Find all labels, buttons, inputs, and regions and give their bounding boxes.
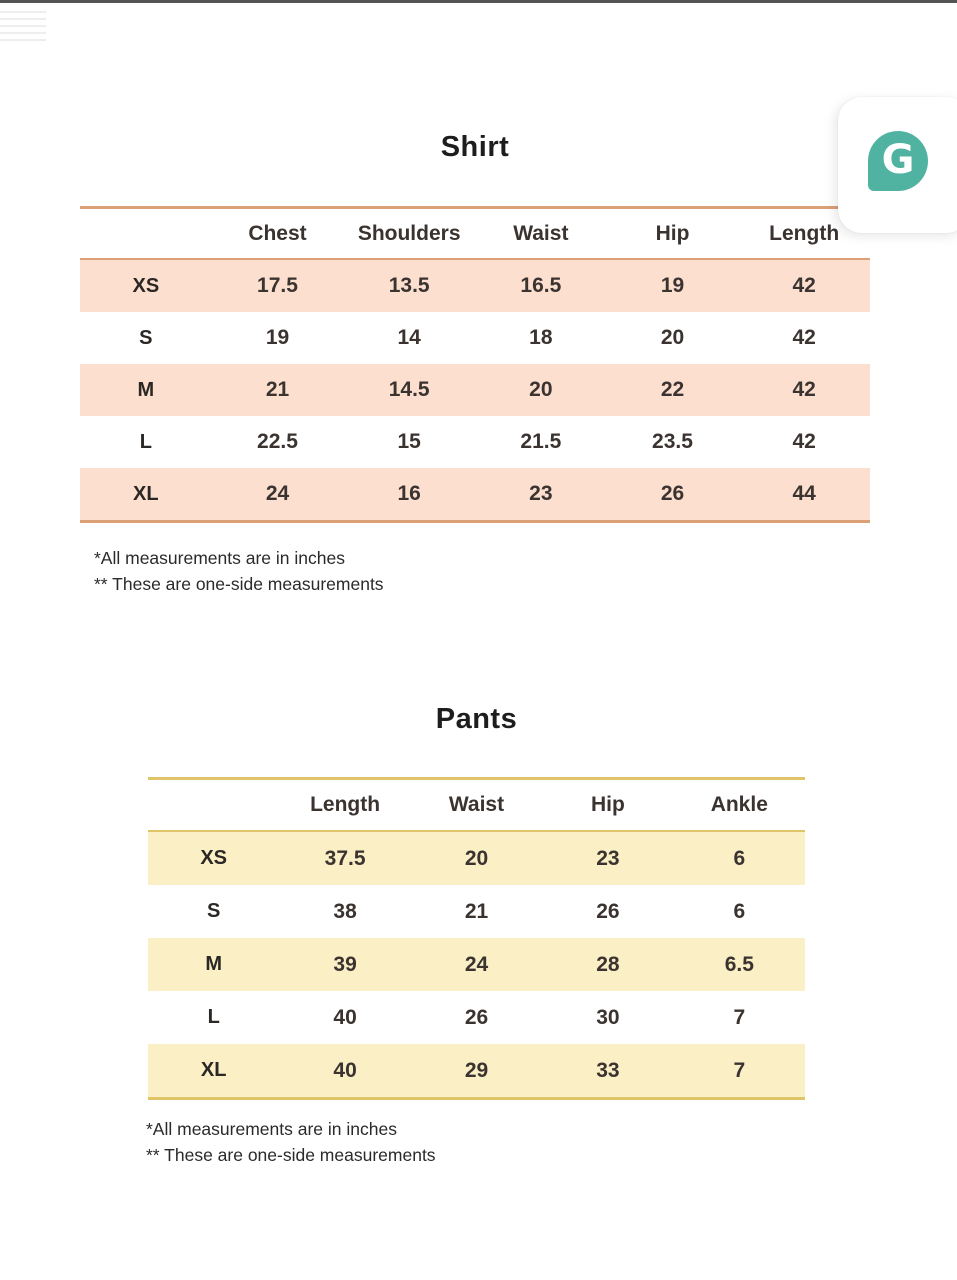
shirt-cell: 15 — [397, 430, 421, 453]
shirt-header-cell: Hip — [655, 221, 690, 245]
grammarly-g-letter: G — [881, 136, 915, 183]
table-row — [80, 364, 870, 416]
table-row — [148, 885, 805, 938]
pants-cell: 6 — [733, 899, 746, 923]
table-row — [80, 260, 870, 312]
shirt-cell: 23.5 — [652, 430, 693, 453]
pants-footnotes — [146, 1116, 436, 1168]
pants-size-label: XS — [200, 847, 228, 869]
shirt-cell: 19 — [265, 326, 290, 349]
pants-size-label: XL — [200, 1059, 227, 1081]
table-row — [148, 991, 805, 1044]
shirt-cell: 26 — [660, 482, 685, 505]
pants-header-cell: Ankle — [710, 793, 768, 816]
shirt-cell: 14.5 — [388, 378, 430, 401]
shirt-header-cell: Waist — [513, 221, 569, 245]
shirt-cell: 42 — [792, 430, 816, 453]
table-row — [148, 1044, 805, 1097]
shirt-cell: 18 — [529, 326, 553, 349]
shirt-section-title: Shirt — [440, 131, 510, 163]
pants-header-cell: Waist — [448, 793, 505, 816]
shirt-cell: 20 — [529, 378, 553, 401]
grammarly-widget-card — [838, 97, 957, 233]
table-row — [80, 468, 870, 520]
shirt-cell: 20 — [660, 326, 685, 349]
pants-cell: 30 — [596, 1005, 620, 1029]
table-row — [148, 832, 805, 885]
shirt-cell: 21.5 — [520, 430, 562, 453]
pants-size-label: S — [207, 900, 221, 922]
shirt-cell: 42 — [792, 274, 816, 297]
pants-cell: 6.5 — [724, 952, 754, 976]
footnote-line: *All measurements are in inches — [94, 548, 345, 568]
pants-cell: 7 — [733, 1058, 746, 1082]
pants-cell: 21 — [464, 899, 489, 923]
pants-section-title: Pants — [435, 703, 518, 735]
shirt-size-label: XL — [133, 482, 159, 505]
shirt-cell: 42 — [792, 326, 816, 349]
pants-cell: 6 — [733, 846, 746, 870]
shirt-cell: 14 — [397, 326, 421, 349]
grammarly-icon[interactable] — [868, 131, 928, 191]
pants-cell: 37.5 — [324, 846, 366, 870]
shirt-footnotes — [94, 545, 384, 597]
shirt-size-label: L — [139, 430, 152, 453]
pants-size-label: L — [207, 1006, 220, 1028]
table-row — [148, 938, 805, 991]
shirt-cell: 16 — [397, 482, 421, 505]
pants-cell: 23 — [596, 846, 620, 870]
pants-cell: 7 — [733, 1005, 746, 1029]
shirt-cell: 24 — [265, 482, 290, 505]
shirt-cell: 21 — [265, 378, 290, 401]
pants-cell: 40 — [333, 1005, 357, 1029]
shirt-header-cell: Chest — [248, 221, 307, 245]
pants-cell: 39 — [333, 952, 357, 976]
pants-cell: 40 — [333, 1058, 357, 1082]
pants-cell: 24 — [464, 952, 489, 976]
pants-size-label: M — [205, 953, 223, 975]
shirt-cell: 44 — [792, 482, 816, 505]
shirt-size-label: M — [137, 378, 155, 401]
pants-header-cell: Length — [310, 793, 381, 816]
shirt-header-cell: Length — [769, 221, 840, 245]
table-row — [80, 416, 870, 468]
footnote-line: ** These are one-side measurements — [94, 574, 384, 594]
shirt-cell: 13.5 — [388, 274, 430, 297]
shirt-header-cell: Shoulders — [357, 221, 461, 245]
pants-header-row — [148, 780, 805, 832]
pants-cell: 29 — [464, 1058, 489, 1082]
corner-artifact — [0, 6, 46, 44]
pants-cell: 33 — [596, 1058, 620, 1082]
pants-cell: 26 — [596, 899, 620, 923]
pants-cell: 26 — [464, 1005, 489, 1029]
pants-header-cell: Hip — [590, 793, 625, 816]
table-row — [80, 312, 870, 364]
pants-cell: 38 — [333, 899, 357, 923]
pants-cell: 20 — [464, 846, 489, 870]
shirt-size-table — [80, 206, 870, 523]
shirt-size-label: S — [139, 326, 153, 349]
pants-cell: 28 — [596, 952, 620, 976]
shirt-size-label: XS — [132, 274, 160, 297]
shirt-cell: 42 — [792, 378, 816, 401]
shirt-cell: 17.5 — [257, 274, 298, 297]
shirt-cell: 19 — [660, 274, 685, 297]
shirt-header-row — [80, 209, 870, 260]
pants-size-table — [148, 777, 805, 1100]
shirt-cell: 16.5 — [520, 274, 562, 297]
shirt-cell: 22.5 — [257, 430, 298, 453]
screen-top-edge — [0, 0, 957, 3]
footnote-line: ** These are one-side measurements — [146, 1145, 436, 1165]
shirt-cell: 22 — [660, 378, 685, 401]
footnote-line: *All measurements are in inches — [146, 1119, 397, 1139]
shirt-cell: 23 — [529, 482, 553, 505]
